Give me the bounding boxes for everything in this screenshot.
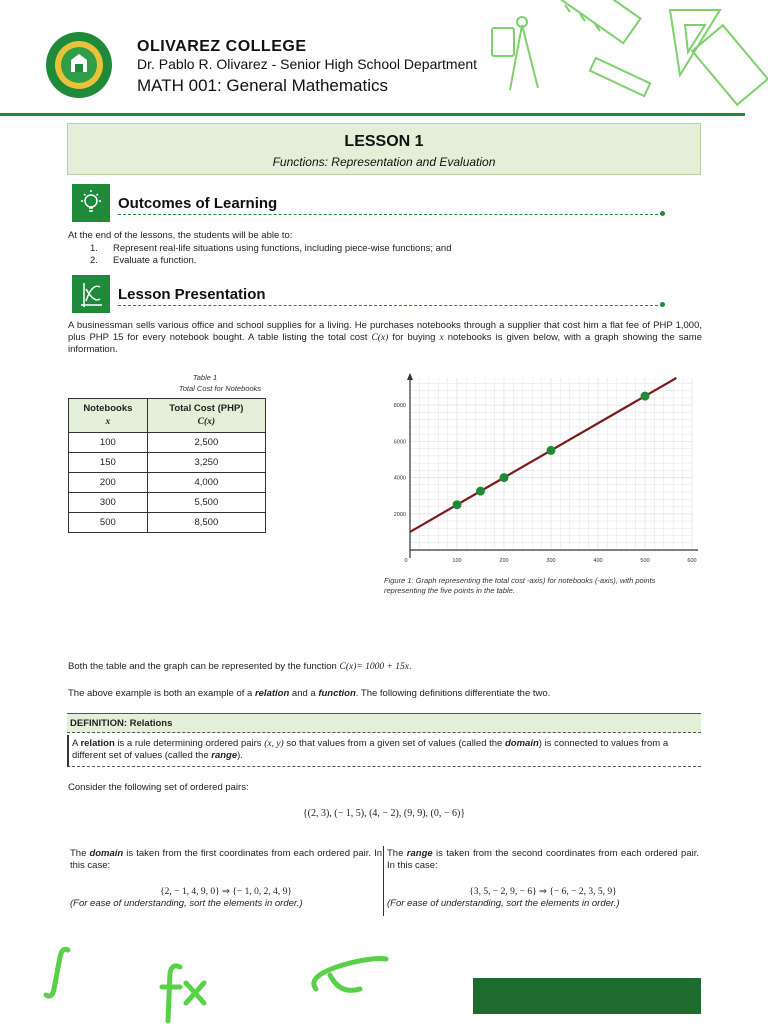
section-divider-dot <box>660 302 665 307</box>
y-tick-label: 2000 <box>393 511 406 518</box>
consider-text: Consider the following set of ordered pairs: <box>68 782 249 793</box>
table-header-total-cost: Total Cost (PHP) C(x) <box>147 399 265 433</box>
table-header-notebooks: Notebooks x <box>69 399 148 433</box>
graph-icon <box>72 275 110 313</box>
cost-line-series <box>410 378 676 532</box>
outcome-item-text: Represent real-life situations using functions, including piece-wise functions; and <box>113 243 452 254</box>
lesson-title: LESSON 1 <box>344 133 424 150</box>
outcomes-intro: At the end of the lessons, the students will be able to: <box>68 230 293 241</box>
x-tick-label: 200 <box>499 558 509 564</box>
x-tick-label: 400 <box>593 558 603 564</box>
outcome-item-text: Evaluate a function. <box>113 255 197 266</box>
table-row: 300 5,500 <box>69 493 266 513</box>
section-dashed-divider <box>118 305 663 306</box>
presentation-paragraph: A businessman sells various office and school supplies for a living. He purchases notebooks through a supplier that cost him a flat fee of PHP 1,000, plus PHP 15 for every notebook bought. A table listing the total cost C(x) for buying x notebooks is given below, with a graph showing the same information. <box>68 320 702 355</box>
range-note: (For ease of understanding, sort the elements in order.) <box>387 898 620 909</box>
header-divider <box>0 113 745 116</box>
footer-green-bar <box>473 978 701 1014</box>
lightbulb-icon <box>72 184 110 222</box>
definition-body: A relation is a rule determining ordered pairs (x, y) so that values from a given set of values (called the domain) is connected to values from a different set of values (called the range). <box>67 735 701 767</box>
page-header <box>0 0 768 118</box>
data-point <box>641 392 650 401</box>
table-caption-title: Total Cost for Notebooks <box>178 384 262 393</box>
outcomes-heading: Outcomes of Learning <box>118 195 278 212</box>
data-point <box>476 487 485 496</box>
range-set: {3, 5, − 2, 9, − 6} ⇒ {− 6, − 2, 3, 5, 9} <box>469 887 617 897</box>
x-tick-label: 600 <box>687 558 697 564</box>
math-symbols-decoration-icon <box>40 945 400 1024</box>
outcome-item-num: 1. <box>90 243 98 254</box>
department-name: Dr. Pablo R. Olivarez - Senior High School Department <box>137 56 478 72</box>
table-row: 100 2,500 <box>69 433 266 453</box>
outcome-item-num: 2. <box>90 255 98 266</box>
domain-column <box>70 848 382 910</box>
lesson-subtitle: Functions: Representation and Evaluation <box>272 155 496 169</box>
x-tick-label: 100 <box>452 558 462 564</box>
college-seal-logo <box>44 30 114 100</box>
figure-caption: Figure 1: Graph representing the total cost -axis) for notebooks (-axis), with points representing the five points in the table. <box>384 576 656 595</box>
x-tick-label: 0 <box>404 558 408 564</box>
math-tools-decoration-icon <box>480 0 768 110</box>
x-tick-label: 300 <box>546 558 556 564</box>
section-divider-dot <box>660 211 665 216</box>
data-point <box>547 446 556 455</box>
relation-function-statement: The above example is both an example of a relation and a function. The following definitions differentiate the two. <box>68 688 551 699</box>
cost-line-chart <box>380 370 700 575</box>
y-axis-arrow <box>407 373 413 380</box>
function-statement: Both the table and the graph can be represented by the function C(x)= 1000 + 15x. <box>68 661 412 672</box>
y-tick-label: 8000 <box>393 403 406 410</box>
domain-note: (For ease of understanding, sort the elements in order.) <box>70 898 303 909</box>
section-dashed-divider <box>118 214 663 215</box>
range-column <box>387 848 699 910</box>
table-row: 150 3,250 <box>69 453 266 473</box>
data-point <box>500 473 509 482</box>
definition-heading: DEFINITION: Relations <box>67 713 701 733</box>
column-divider <box>383 846 384 916</box>
y-tick-label: 4000 <box>393 475 406 482</box>
domain-set: {2, − 1, 4, 9, 0} ⇒ {− 1, 0, 2, 4, 9} <box>160 887 292 897</box>
school-name: OLIVAREZ COLLEGE <box>137 38 307 55</box>
table-row: 500 8,500 <box>69 513 266 533</box>
range-explanation: The range is taken from the second coordinates from each ordered pair. In this case: <box>387 848 700 871</box>
table-caption-label: Table 1 <box>192 373 218 382</box>
lesson-banner <box>67 123 701 175</box>
domain-explanation: The domain is taken from the first coordinates from each ordered pair. In this case: <box>70 848 382 871</box>
x-tick-label: 500 <box>640 558 650 564</box>
y-tick-label: 6000 <box>393 439 406 446</box>
table-row: 200 4,000 <box>69 473 266 493</box>
presentation-heading: Lesson Presentation <box>118 286 266 303</box>
notebook-cost-table <box>68 398 266 533</box>
course-title: MATH 001: General Mathematics <box>137 76 388 95</box>
presentation-section-header <box>72 275 672 315</box>
ordered-pairs-set: {(2, 3), (− 1, 5), (4, − 2), (9, 9), (0, − 6)} <box>302 808 466 819</box>
outcomes-section-header <box>72 184 672 224</box>
data-point <box>453 500 462 509</box>
